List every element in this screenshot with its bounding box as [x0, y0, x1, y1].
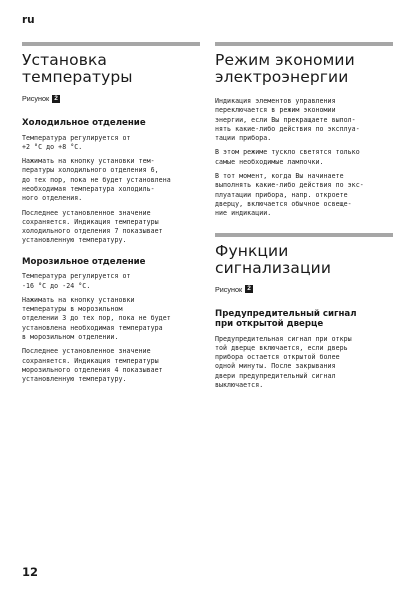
energy-text-3: В тот момент, когда Вы начинаете выполнять какие-либо действия по экс- плуатации прибора, напр. откроете дверцу, включается обычное освеще- ние индикации.: [215, 172, 364, 218]
left-column: [22, 42, 200, 390]
figure-label: Рисунок: [215, 284, 243, 294]
figure-number-badge: 2: [52, 95, 60, 103]
freezer-heading: Морозильное отделение: [22, 256, 146, 267]
figure-reference: [215, 285, 393, 294]
figure-label: Рисунок: [22, 94, 50, 103]
page-number: 12: [22, 565, 39, 579]
section-title-alarm-functions: Функции сигнализации: [215, 241, 331, 277]
section-divider: [215, 42, 393, 46]
section-divider: [215, 233, 393, 237]
section-divider: [22, 42, 200, 46]
freezer-memory-text: Последнее установленное значение сохраняется. Индикация температуры морозильного отделения 4 показывает установленную температуру.: [22, 347, 163, 384]
right-column: [215, 42, 393, 395]
section-title-energy-saving: Режим экономии электроэнергии: [215, 51, 355, 86]
fridge-memory-text: Последнее установленное значение сохраняется. Индикация температуры холодильного отделения 7 показывает установленную температуру.: [22, 208, 163, 245]
section-title-temperature: Установка температуры: [22, 51, 133, 86]
energy-text-1: Индикация элементов управления переключается в режим экономии энергии, если Вы прекращаете выпол- нять какие-либо действия по эксплуа- тации прибора.: [215, 97, 360, 143]
door-alarm-heading: Предупредительный сигнал при открытой дверце: [215, 308, 357, 330]
fridge-instruction-text: Нажимать на кнопку установки тем- пературы холодильного отделения 6, до тех пор, пока не будет установлена необходимая температура холодиль- ного отделения.: [22, 157, 171, 203]
fridge-range-text: Температура регулируется от +2 °C до +8 °C.: [22, 133, 131, 151]
fridge-heading: Холодильное отделение: [22, 118, 146, 128]
freezer-instruction-text: Нажимать на кнопку установки температуры в морозильном отделении 3 до тех пор, пока не будет установлена необходимая температура в морозильном отделении.: [22, 295, 171, 342]
figure-reference: [22, 94, 200, 103]
door-alarm-text: Предупредительная сигнал при откры той дверце включается, если дверь прибора остается открытой более одной минуты. После закрывания двери предупредительный сигнал выключается.: [215, 334, 352, 390]
language-code: ru: [22, 14, 35, 26]
freezer-range-text: Температура регулируется от -16 °C до -24 °C.: [22, 272, 131, 290]
figure-number-badge: 2: [245, 285, 253, 293]
energy-text-2: В этом режиме тускло светятся только самые необходимые лампочки.: [215, 148, 360, 166]
